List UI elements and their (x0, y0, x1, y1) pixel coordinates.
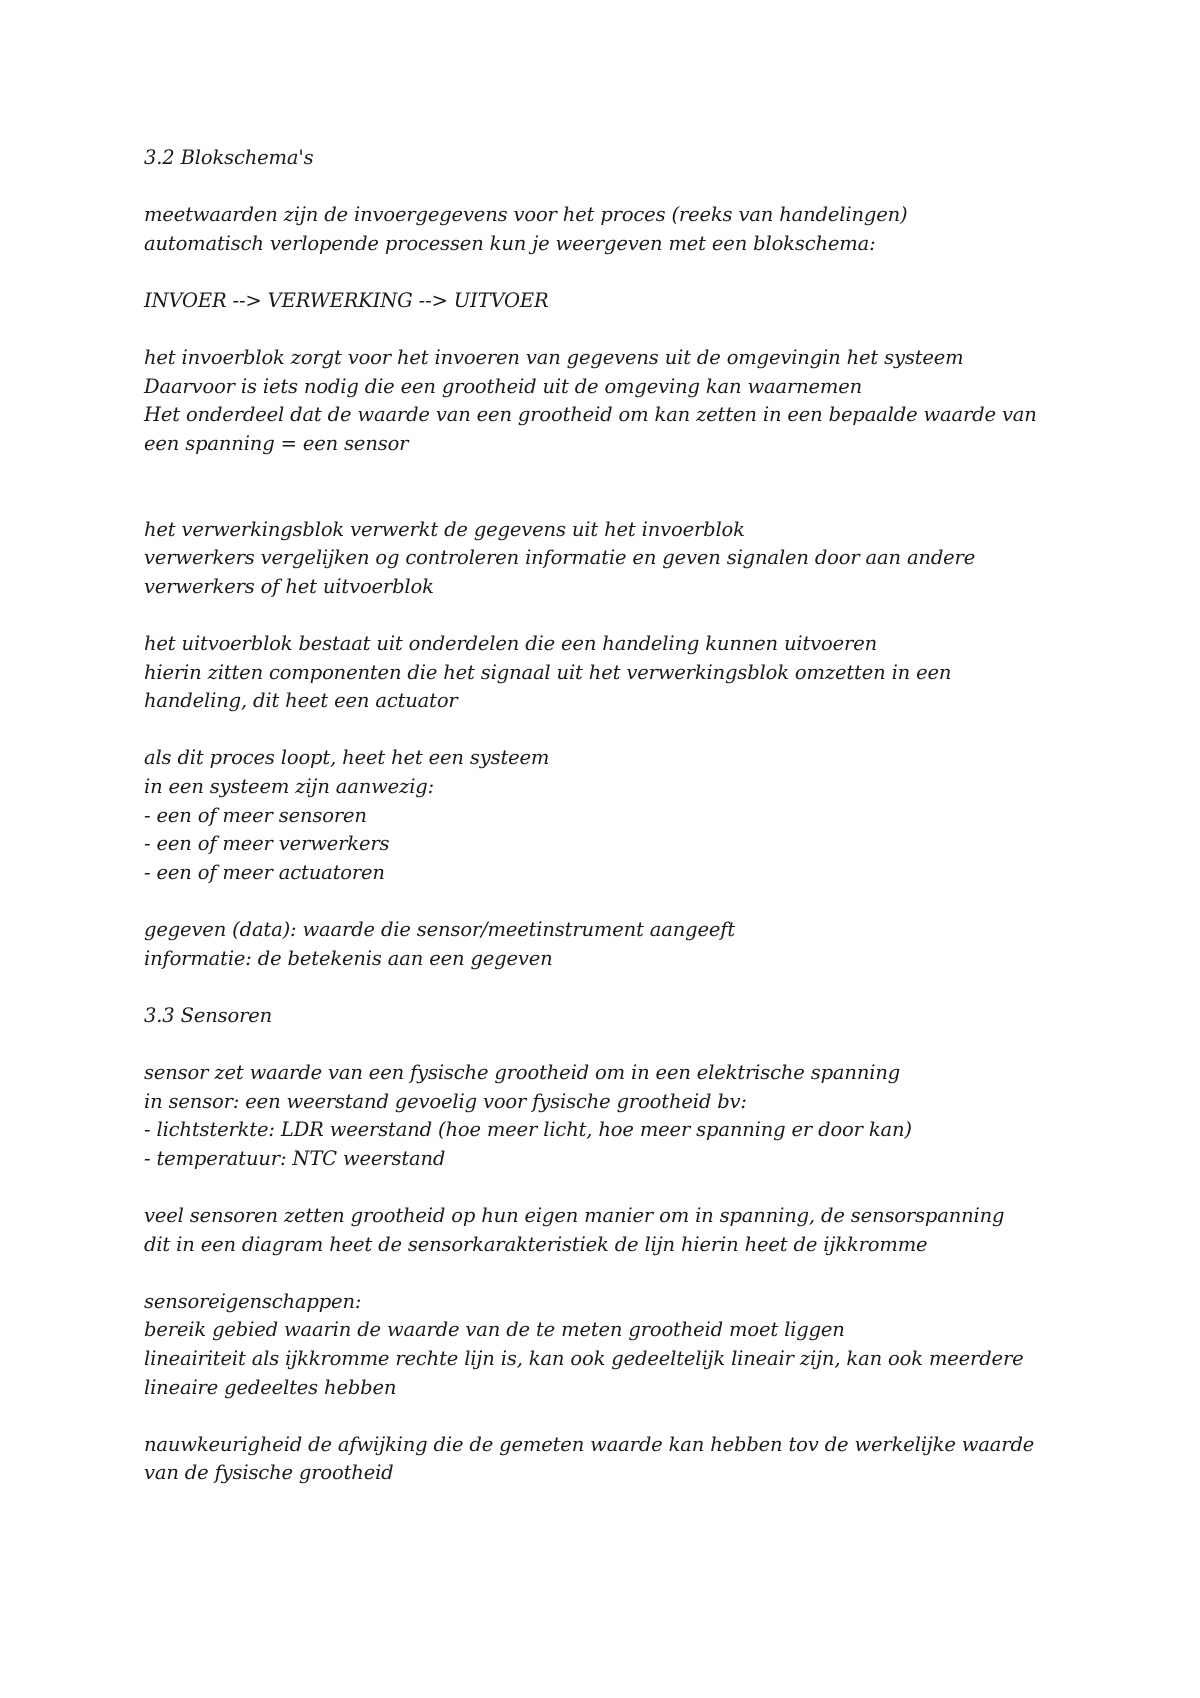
paragraph-verwerkingsblok (144, 516, 1064, 602)
heading-text: 3.3 Sensoren (144, 1003, 273, 1027)
paragraph-uitvoerblok (144, 630, 1064, 716)
list-item: - een of meer verwerkers (144, 832, 390, 856)
paragraph-line: informatie: de betekenis aan een gegeven (144, 946, 553, 970)
paragraph-line: automatisch verlopende processen kun je weergeven met een blokschema: (144, 231, 876, 255)
paragraph-line: lineairiteit als ijkkromme rechte lijn is, kan ook gedeeltelijk lineair zijn, kan ook meerdere (144, 1346, 1024, 1370)
paragraph-line: lineaire gedeeltes hebben (144, 1375, 397, 1399)
list-item: - temperatuur: NTC weerstand (144, 1146, 446, 1170)
paragraph-systeem (144, 744, 1064, 887)
paragraph-flow (144, 287, 1064, 316)
paragraph-line: gegeven (data): waarde die sensor/meetinstrument aangeeft (144, 918, 736, 942)
heading-text: 3.2 Blokschema's (144, 146, 314, 169)
paragraph-line: hierin zitten componenten die het signaal uit het verwerkingsblok omzetten in een (144, 660, 952, 684)
document-body (144, 144, 1064, 1517)
paragraph-line: nauwkeurigheid de afwijking die de gemeten waarde kan hebben tov de werkelijke waarde (144, 1432, 1035, 1456)
paragraph-line: een spanning = een sensor (144, 431, 409, 455)
paragraph-line: dit in een diagram heet de sensorkarakteristiek de lijn hierin heet de ijkkromme (144, 1232, 928, 1256)
paragraph-line: INVOER --> VERWERKING --> UITVOER (144, 288, 549, 312)
section-heading-sensoren (144, 1002, 1064, 1031)
paragraph-line: het invoerblok zorgt voor het invoeren van gegevens uit de omgevingin het systeem (144, 346, 964, 370)
section-heading-blokschemas (144, 144, 1064, 173)
paragraph-sensor (144, 1059, 1064, 1173)
paragraph-sensorspanning (144, 1202, 1064, 1259)
paragraph-line: het verwerkingsblok verwerkt de gegevens uit het invoerblok (144, 517, 745, 541)
paragraph-line: van de fysische grootheid (144, 1461, 394, 1485)
paragraph-intro (144, 201, 1064, 258)
paragraph-invoerblok (144, 344, 1064, 458)
paragraph-line: veel sensoren zetten grootheid op hun eigen manier om in spanning, de sensorspanning (144, 1203, 1005, 1227)
paragraph-line: meetwaarden zijn de invoergegevens voor het proces (reeks van handelingen) (144, 203, 908, 227)
paragraph-line: verwerkers vergelijken og controleren informatie en geven signalen door aan andere (144, 546, 976, 570)
paragraph-line: het uitvoerblok bestaat uit onderdelen die een handeling kunnen uitvoeren (144, 632, 878, 656)
paragraph-line: in sensor: een weerstand gevoelig voor fysische grootheid bv: (144, 1089, 747, 1113)
paragraph-sensoreigenschappen (144, 1288, 1064, 1402)
paragraph-line: als dit proces loopt, heet het een systeem (144, 746, 550, 770)
paragraph-gegeven (144, 916, 1064, 973)
paragraph-line: bereik gebied waarin de waarde van de te meten grootheid moet liggen (144, 1318, 845, 1342)
list-item: - lichtsterkte: LDR weerstand (hoe meer licht, hoe meer spanning er door kan) (144, 1118, 912, 1142)
paragraph-line: Daarvoor is iets nodig die een grootheid uit de omgeving kan waarnemen (144, 374, 863, 398)
paragraph-line: handeling, dit heet een actuator (144, 689, 458, 713)
paragraph-line: in een systeem zijn aanwezig: (144, 775, 435, 799)
paragraph-line: sensoreigenschappen: (144, 1289, 362, 1313)
list-item: - een of meer actuatoren (144, 860, 385, 884)
list-item: - een of meer sensoren (144, 803, 367, 827)
paragraph-line: Het onderdeel dat de waarde van een grootheid om kan zetten in een bepaalde waarde van (144, 403, 1037, 427)
paragraph-line: sensor zet waarde van een fysische grootheid om in een elektrische spanning (144, 1061, 901, 1084)
paragraph-line: verwerkers of het uitvoerblok (144, 574, 434, 598)
paragraph-nauwkeurigheid (144, 1431, 1064, 1488)
